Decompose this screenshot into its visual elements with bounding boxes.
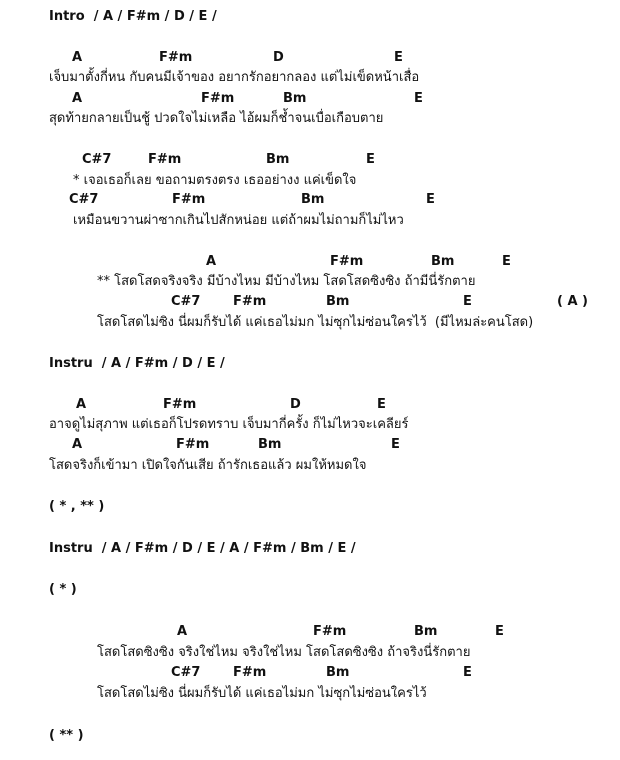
chord: A <box>177 624 188 639</box>
chord: E <box>426 192 435 207</box>
repeat-marker: ( * ) <box>49 582 77 597</box>
repeat-marker: ( * , ** ) <box>49 499 105 514</box>
chord: E <box>391 437 400 452</box>
chord: Bm <box>283 91 307 106</box>
chord: E <box>414 91 423 106</box>
repeat-marker: ( ** ) <box>49 728 84 743</box>
lyric-line: โสดโสดไม่ซิง นี่ผมก็รับได้ แค่เธอไม่มก ไม่ซุกไม่ซ่อนใครไว้ <box>97 686 427 701</box>
chord: F#m <box>233 294 267 309</box>
lyric-line: ** โสดโสดจริงจริง มีบ้างไหม มีบ้างไหม โสดโสดซิงซิง ถ้ามีนี่รักตาย <box>97 274 476 289</box>
intro-line: Intro / A / F#m / D / E / <box>49 9 217 24</box>
chord: A <box>72 437 83 452</box>
chord: E <box>366 152 375 167</box>
lyric-line: โสดโสดไม่ซิง นี่ผมก็รับได้ แค่เธอไม่มก ไม่ซุกไม่ซ่อนใครไว้ (มีไหมล่ะคนโสด) <box>97 315 534 330</box>
chord: Bm <box>414 624 438 639</box>
lyric-line: เจ็บมาตั้งกี่หน กับคนมีเจ้าของ อยากรักอยากลอง แต่ไม่เข็ดหน้าเสื่อ <box>49 70 420 85</box>
chord: E <box>502 254 511 269</box>
chord: F#m <box>148 152 182 167</box>
chord: Bm <box>326 665 350 680</box>
chord: A <box>72 50 83 65</box>
chord: Bm <box>326 294 350 309</box>
chord: Bm <box>301 192 325 207</box>
chord: C#7 <box>171 665 201 680</box>
chord: E <box>463 665 472 680</box>
lyric-line: สุดท้ายกลายเป็นชู้ ปวดใจไม่เหลือ ไอ้ผมก็ช้ำจนเบื่อเกือบตาย <box>49 111 384 126</box>
chord: C#7 <box>171 294 201 309</box>
chord: F#m <box>330 254 364 269</box>
lyric-line: โสดโสดซิงซิง จริงใช่ไหม จริงใช่ไหม โสดโสดซิงซิง ถ้าจริงนี่รักตาย <box>97 645 471 660</box>
chord: A <box>206 254 217 269</box>
instrumental-line: Instru / A / F#m / D / E / A / F#m / Bm / E / <box>49 541 356 556</box>
lyric-line: โสดจริงก็เข้ามา เปิดใจกันเสีย ถ้ารักเธอแล้ว ผมให้หมดใจ <box>49 458 367 473</box>
lyric-line: อาจดูไม่สุภาพ แต่เธอก็โปรดทราบ เจ็บมากี่ครั้ง ก็ไม่ไหวจะเคลียร์ <box>49 417 409 432</box>
chord: Bm <box>258 437 282 452</box>
chord: F#m <box>313 624 347 639</box>
chord: Bm <box>266 152 290 167</box>
chord: D <box>273 50 284 65</box>
chord: C#7 <box>69 192 99 207</box>
chord: Bm <box>431 254 455 269</box>
chord: E <box>495 624 504 639</box>
chord: E <box>394 50 403 65</box>
chord: F#m <box>176 437 210 452</box>
chord: F#m <box>201 91 235 106</box>
chord: F#m <box>163 397 197 412</box>
chord: F#m <box>233 665 267 680</box>
lyric-line: เหมือนขวานผ่าซากเกินไปสักหน่อย แต่ถ้าผมไม่ถามก็ไม่ไหว <box>73 213 404 228</box>
chord: E <box>377 397 386 412</box>
chord: ( A ) <box>557 294 588 309</box>
chord: F#m <box>172 192 206 207</box>
chord: E <box>463 294 472 309</box>
chord: A <box>76 397 87 412</box>
chord: A <box>72 91 83 106</box>
chord: C#7 <box>82 152 112 167</box>
instrumental-line: Instru / A / F#m / D / E / <box>49 356 225 371</box>
lyric-line: * เจอเธอก็เลย ขอถามตรงตรง เธออย่างง แค่เข็ดใจ <box>73 173 357 188</box>
chord: F#m <box>159 50 193 65</box>
chord: D <box>290 397 301 412</box>
